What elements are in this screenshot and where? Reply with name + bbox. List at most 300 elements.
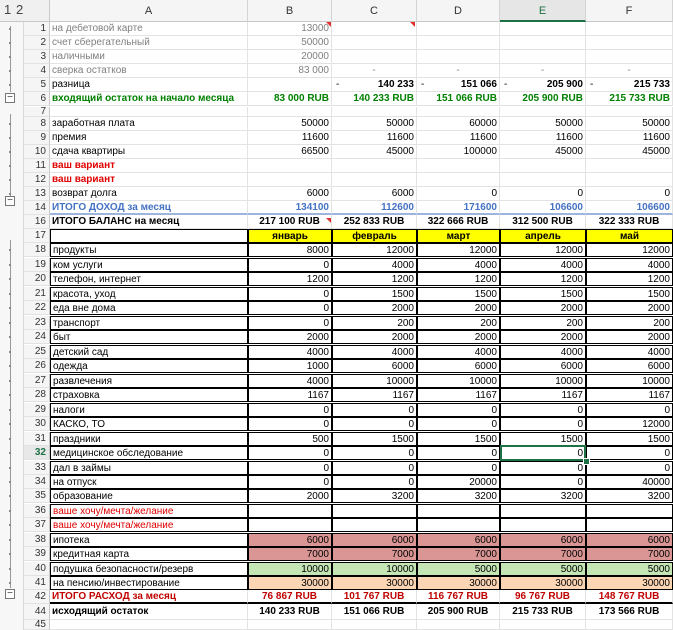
cell-c42[interactable]: 101 767 RUB: [332, 590, 417, 604]
cell-c39[interactable]: 7000: [332, 547, 417, 561]
cell-d16[interactable]: 322 666 RUB: [417, 215, 500, 229]
cell-f7[interactable]: [586, 107, 673, 117]
cell-b38[interactable]: 6000: [248, 533, 332, 547]
cell-f23[interactable]: 200: [586, 316, 673, 330]
cell-d23[interactable]: 200: [417, 316, 500, 330]
cell-a29[interactable]: налоги: [50, 403, 248, 417]
cell-c11[interactable]: [332, 159, 417, 173]
cell-f10[interactable]: 45000: [586, 145, 673, 159]
cell-b42[interactable]: 76 867 RUB: [248, 590, 332, 604]
cell-c1[interactable]: [332, 22, 417, 36]
cell-a18[interactable]: продукты: [50, 243, 248, 257]
cell-e37[interactable]: [500, 518, 586, 532]
cell-f5[interactable]: 215 733: [586, 78, 673, 92]
cell-e14[interactable]: 106600: [500, 201, 586, 215]
cell-d2[interactable]: [417, 36, 500, 50]
cell-b24[interactable]: 2000: [248, 330, 332, 344]
cell-f42[interactable]: 148 767 RUB: [586, 590, 673, 604]
row-header-4[interactable]: 4: [24, 64, 50, 78]
cell-d6[interactable]: 151 066 RUB: [417, 92, 500, 106]
cell-b17[interactable]: январь: [248, 229, 332, 243]
outline-collapse-button[interactable]: −: [5, 93, 15, 103]
row-header-19[interactable]: 19: [24, 258, 50, 272]
cell-c17[interactable]: февраль: [332, 229, 417, 243]
row-header-18[interactable]: 18: [24, 243, 50, 257]
cell-c29[interactable]: 0: [332, 403, 417, 417]
cell-e34[interactable]: 0: [500, 475, 586, 489]
cell-c19[interactable]: 4000: [332, 258, 417, 272]
cell-e39[interactable]: 7000: [500, 547, 586, 561]
cell-d32[interactable]: 0: [417, 446, 500, 460]
cell-e5[interactable]: 205 900: [500, 78, 586, 92]
cell-e40[interactable]: 5000: [500, 562, 586, 576]
cell-d37[interactable]: [417, 518, 500, 532]
cell-c26[interactable]: 6000: [332, 359, 417, 373]
cell-b41[interactable]: 30000: [248, 576, 332, 590]
cell-b36[interactable]: [248, 504, 332, 518]
cell-e8[interactable]: 50000: [500, 117, 586, 131]
cell-b25[interactable]: 4000: [248, 345, 332, 359]
row-header-10[interactable]: 10: [24, 145, 50, 159]
cell-d30[interactable]: 0: [417, 417, 500, 431]
cell-b28[interactable]: 1167: [248, 388, 332, 402]
cell-a4[interactable]: сверка остатков: [50, 64, 248, 78]
cell-f2[interactable]: [586, 36, 673, 50]
cell-f38[interactable]: 6000: [586, 533, 673, 547]
cell-a39[interactable]: кредитная карта: [50, 547, 248, 561]
row-header-44[interactable]: 44: [24, 604, 50, 620]
row-header-30[interactable]: 30: [24, 417, 50, 431]
cell-b45[interactable]: [248, 620, 332, 630]
row-header-42[interactable]: 42: [24, 590, 50, 604]
cell-c22[interactable]: 2000: [332, 301, 417, 315]
cell-e27[interactable]: 10000: [500, 374, 586, 388]
cell-f14[interactable]: 106600: [586, 201, 673, 215]
cell-b9[interactable]: 11600: [248, 131, 332, 145]
row-header-11[interactable]: 11: [24, 159, 50, 173]
cell-e31[interactable]: 1500: [500, 432, 586, 446]
row-header-36[interactable]: 36: [24, 504, 50, 518]
cell-b19[interactable]: 0: [248, 258, 332, 272]
cell-e22[interactable]: 2000: [500, 301, 586, 315]
cell-d36[interactable]: [417, 504, 500, 518]
fill-handle[interactable]: [583, 458, 590, 465]
cell-e9[interactable]: 11600: [500, 131, 586, 145]
cell-f21[interactable]: 1500: [586, 287, 673, 301]
row-header-20[interactable]: 20: [24, 272, 50, 286]
row-header-22[interactable]: 22: [24, 301, 50, 315]
row-header-14[interactable]: 14: [24, 201, 50, 215]
cell-a14[interactable]: ИТОГО ДОХОД за месяц: [50, 201, 248, 215]
row-header-41[interactable]: 41: [24, 576, 50, 590]
cell-e1[interactable]: [500, 22, 586, 36]
cell-f30[interactable]: 12000: [586, 417, 673, 431]
cell-a27[interactable]: развлечения: [50, 374, 248, 388]
cell-d4[interactable]: -: [417, 64, 500, 78]
cell-b7[interactable]: [248, 107, 332, 117]
cell-c14[interactable]: 112600: [332, 201, 417, 215]
cell-f6[interactable]: 215 733 RUB: [586, 92, 673, 106]
cell-a24[interactable]: быт: [50, 330, 248, 344]
cell-c18[interactable]: 12000: [332, 243, 417, 257]
cell-c4[interactable]: -: [332, 64, 417, 78]
cell-a6[interactable]: входящий остаток на начало месяца: [50, 92, 248, 106]
outline-collapse-button[interactable]: −: [5, 589, 15, 599]
cell-d33[interactable]: 0: [417, 461, 500, 475]
cell-f1[interactable]: [586, 22, 673, 36]
cell-d1[interactable]: [417, 22, 500, 36]
cell-c8[interactable]: 50000: [332, 117, 417, 131]
cell-f45[interactable]: [586, 620, 673, 630]
cell-a3[interactable]: наличными: [50, 50, 248, 64]
row-header-17[interactable]: 17: [24, 229, 50, 243]
cell-a5[interactable]: разница: [50, 78, 248, 92]
row-header-39[interactable]: 39: [24, 547, 50, 561]
cell-d42[interactable]: 116 767 RUB: [417, 590, 500, 604]
cell-e4[interactable]: -: [500, 64, 586, 78]
cell-b26[interactable]: 1000: [248, 359, 332, 373]
cell-d45[interactable]: [417, 620, 500, 630]
cell-f40[interactable]: 5000: [586, 562, 673, 576]
row-header-23[interactable]: 23: [24, 316, 50, 330]
cell-d10[interactable]: 100000: [417, 145, 500, 159]
cell-f19[interactable]: 4000: [586, 258, 673, 272]
cell-a17[interactable]: [50, 229, 248, 243]
cell-d9[interactable]: 11600: [417, 131, 500, 145]
comment-indicator-icon[interactable]: [410, 22, 415, 27]
cell-d39[interactable]: 7000: [417, 547, 500, 561]
cell-a41[interactable]: на пенсию/инвестирование: [50, 576, 248, 590]
cell-d21[interactable]: 1500: [417, 287, 500, 301]
cell-d22[interactable]: 2000: [417, 301, 500, 315]
row-header-26[interactable]: 26: [24, 359, 50, 373]
cell-f12[interactable]: [586, 173, 673, 187]
cell-e29[interactable]: 0: [500, 403, 586, 417]
cell-a16[interactable]: ИТОГО БАЛАНС на месяц: [50, 215, 248, 229]
cell-e11[interactable]: [500, 159, 586, 173]
cell-d26[interactable]: 6000: [417, 359, 500, 373]
cell-e28[interactable]: 1167: [500, 388, 586, 402]
cell-d29[interactable]: 0: [417, 403, 500, 417]
cell-e7[interactable]: [500, 107, 586, 117]
cell-d13[interactable]: 0: [417, 187, 500, 201]
row-header-24[interactable]: 24: [24, 330, 50, 344]
cell-c10[interactable]: 45000: [332, 145, 417, 159]
cell-b1[interactable]: 13000: [248, 22, 332, 36]
cell-b37[interactable]: [248, 518, 332, 532]
cell-d34[interactable]: 20000: [417, 475, 500, 489]
cell-c31[interactable]: 1500: [332, 432, 417, 446]
column-header-d[interactable]: D: [417, 0, 500, 22]
cell-e10[interactable]: 45000: [500, 145, 586, 159]
cell-c25[interactable]: 4000: [332, 345, 417, 359]
cell-a38[interactable]: ипотека: [50, 533, 248, 547]
cell-b35[interactable]: 2000: [248, 489, 332, 503]
row-header-21[interactable]: 21: [24, 287, 50, 301]
cell-b33[interactable]: 0: [248, 461, 332, 475]
cell-a25[interactable]: детский сад: [50, 345, 248, 359]
cell-f41[interactable]: 30000: [586, 576, 673, 590]
cell-c3[interactable]: [332, 50, 417, 64]
row-header-28[interactable]: 28: [24, 388, 50, 402]
cell-a26[interactable]: одежда: [50, 359, 248, 373]
cell-f17[interactable]: май: [586, 229, 673, 243]
comment-indicator-icon[interactable]: [326, 218, 331, 223]
cell-d44[interactable]: 205 900 RUB: [417, 604, 500, 620]
row-header-1[interactable]: 1: [24, 22, 50, 36]
cell-b21[interactable]: 0: [248, 287, 332, 301]
cell-b6[interactable]: 83 000 RUB: [248, 92, 332, 106]
cell-f44[interactable]: 173 566 RUB: [586, 604, 673, 620]
cell-f3[interactable]: [586, 50, 673, 64]
row-header-16[interactable]: 16: [24, 215, 50, 229]
cell-e24[interactable]: 2000: [500, 330, 586, 344]
cell-b23[interactable]: 0: [248, 316, 332, 330]
row-header-40[interactable]: 40: [24, 562, 50, 576]
cell-a30[interactable]: КАСКО, ТО: [50, 417, 248, 431]
cell-c23[interactable]: 200: [332, 316, 417, 330]
cell-c32[interactable]: 0: [332, 446, 417, 460]
column-header-c[interactable]: C: [332, 0, 417, 22]
cell-b39[interactable]: 7000: [248, 547, 332, 561]
cell-f8[interactable]: 50000: [586, 117, 673, 131]
row-header-27[interactable]: 27: [24, 374, 50, 388]
cell-d27[interactable]: 10000: [417, 374, 500, 388]
cell-a20[interactable]: телефон, интернет: [50, 272, 248, 286]
row-header-37[interactable]: 37: [24, 518, 50, 532]
cell-b20[interactable]: 1200: [248, 272, 332, 286]
cell-e13[interactable]: 0: [500, 187, 586, 201]
row-header-35[interactable]: 35: [24, 489, 50, 503]
cell-c6[interactable]: 140 233 RUB: [332, 92, 417, 106]
cell-a19[interactable]: ком услуги: [50, 258, 248, 272]
cell-d38[interactable]: 6000: [417, 533, 500, 547]
cell-e19[interactable]: 4000: [500, 258, 586, 272]
cell-d41[interactable]: 30000: [417, 576, 500, 590]
cell-c16[interactable]: 252 833 RUB: [332, 215, 417, 229]
cell-d8[interactable]: 60000: [417, 117, 500, 131]
cell-e6[interactable]: 205 900 RUB: [500, 92, 586, 106]
cell-c30[interactable]: 0: [332, 417, 417, 431]
cell-b3[interactable]: 20000: [248, 50, 332, 64]
cell-d7[interactable]: [417, 107, 500, 117]
cell-b2[interactable]: 50000: [248, 36, 332, 50]
cell-f20[interactable]: 1200: [586, 272, 673, 286]
cell-e44[interactable]: 215 733 RUB: [500, 604, 586, 620]
cell-f31[interactable]: 1500: [586, 432, 673, 446]
cell-c9[interactable]: 11600: [332, 131, 417, 145]
cell-c45[interactable]: [332, 620, 417, 630]
cell-b8[interactable]: 50000: [248, 117, 332, 131]
cell-d18[interactable]: 12000: [417, 243, 500, 257]
cell-c27[interactable]: 10000: [332, 374, 417, 388]
cell-d17[interactable]: март: [417, 229, 500, 243]
cell-c38[interactable]: 6000: [332, 533, 417, 547]
outline-level-1-button[interactable]: 1: [4, 2, 12, 17]
cell-a33[interactable]: дал в займы: [50, 461, 248, 475]
cell-a37[interactable]: ваше хочу/мечта/желание: [50, 518, 248, 532]
cell-a42[interactable]: ИТОГО РАСХОД за месяц: [50, 590, 248, 604]
cell-c12[interactable]: [332, 173, 417, 187]
cell-e3[interactable]: [500, 50, 586, 64]
cell-e17[interactable]: апрель: [500, 229, 586, 243]
cell-b16[interactable]: 217 100 RUB: [248, 215, 332, 229]
cell-f27[interactable]: 10000: [586, 374, 673, 388]
cell-f13[interactable]: 0: [586, 187, 673, 201]
cell-c35[interactable]: 3200: [332, 489, 417, 503]
cell-e42[interactable]: 96 767 RUB: [500, 590, 586, 604]
cell-b44[interactable]: 140 233 RUB: [248, 604, 332, 620]
row-header-5[interactable]: 5: [24, 78, 50, 92]
cell-b32[interactable]: 0: [248, 446, 332, 460]
cell-f37[interactable]: [586, 518, 673, 532]
cell-a22[interactable]: еда вне дома: [50, 301, 248, 315]
cell-a8[interactable]: заработная плата: [50, 117, 248, 131]
cell-c7[interactable]: [332, 107, 417, 117]
cell-a7[interactable]: [50, 107, 248, 117]
cell-c34[interactable]: 0: [332, 475, 417, 489]
cell-e36[interactable]: [500, 504, 586, 518]
cell-c20[interactable]: 1200: [332, 272, 417, 286]
cell-c2[interactable]: [332, 36, 417, 50]
cell-e25[interactable]: 4000: [500, 345, 586, 359]
cell-f26[interactable]: 6000: [586, 359, 673, 373]
cell-b31[interactable]: 500: [248, 432, 332, 446]
cell-e21[interactable]: 1500: [500, 287, 586, 301]
row-header-8[interactable]: 8: [24, 117, 50, 131]
row-header-32[interactable]: 32: [24, 446, 50, 460]
cell-d24[interactable]: 2000: [417, 330, 500, 344]
cell-f28[interactable]: 1167: [586, 388, 673, 402]
cell-b29[interactable]: 0: [248, 403, 332, 417]
cell-f22[interactable]: 2000: [586, 301, 673, 315]
comment-indicator-icon[interactable]: [326, 22, 331, 27]
cell-e20[interactable]: 1200: [500, 272, 586, 286]
row-header-29[interactable]: 29: [24, 403, 50, 417]
cell-a35[interactable]: образование: [50, 489, 248, 503]
cell-b10[interactable]: 66500: [248, 145, 332, 159]
cell-a23[interactable]: транспорт: [50, 316, 248, 330]
cell-f32[interactable]: 0: [586, 446, 673, 460]
cell-c36[interactable]: [332, 504, 417, 518]
cell-e32[interactable]: 0: [500, 446, 586, 460]
cell-f18[interactable]: 12000: [586, 243, 673, 257]
cell-e18[interactable]: 12000: [500, 243, 586, 257]
row-header-6[interactable]: 6: [24, 92, 50, 106]
cell-a34[interactable]: на отпуск: [50, 475, 248, 489]
cell-d14[interactable]: 171600: [417, 201, 500, 215]
cell-f29[interactable]: 0: [586, 403, 673, 417]
cell-c33[interactable]: 0: [332, 461, 417, 475]
row-header-38[interactable]: 38: [24, 533, 50, 547]
cell-e12[interactable]: [500, 173, 586, 187]
cell-a32[interactable]: медицинское обследование: [50, 446, 248, 460]
cell-b12[interactable]: [248, 173, 332, 187]
cell-a28[interactable]: страховка: [50, 388, 248, 402]
cell-b4[interactable]: 83 000: [248, 64, 332, 78]
cell-f35[interactable]: 3200: [586, 489, 673, 503]
cell-a31[interactable]: праздники: [50, 432, 248, 446]
cell-c21[interactable]: 1500: [332, 287, 417, 301]
cell-c37[interactable]: [332, 518, 417, 532]
cell-b11[interactable]: [248, 159, 332, 173]
row-header-12[interactable]: 12: [24, 173, 50, 187]
cell-e33[interactable]: 0: [500, 461, 586, 475]
cell-a21[interactable]: красота, уход: [50, 287, 248, 301]
cell-d20[interactable]: 1200: [417, 272, 500, 286]
cell-d19[interactable]: 4000: [417, 258, 500, 272]
cell-b5[interactable]: [248, 78, 332, 92]
cell-b30[interactable]: 0: [248, 417, 332, 431]
cell-a36[interactable]: ваше хочу/мечта/желание: [50, 504, 248, 518]
cell-c13[interactable]: 6000: [332, 187, 417, 201]
row-header-2[interactable]: 2: [24, 36, 50, 50]
cell-e35[interactable]: 3200: [500, 489, 586, 503]
cell-c40[interactable]: 10000: [332, 562, 417, 576]
cell-d11[interactable]: [417, 159, 500, 173]
column-header-b[interactable]: B: [248, 0, 332, 22]
cell-d25[interactable]: 4000: [417, 345, 500, 359]
cell-f24[interactable]: 2000: [586, 330, 673, 344]
cell-f4[interactable]: -: [586, 64, 673, 78]
cell-f16[interactable]: 322 333 RUB: [586, 215, 673, 229]
row-header-45[interactable]: 45: [24, 620, 50, 630]
cell-d5[interactable]: 151 066: [417, 78, 500, 92]
cell-e38[interactable]: 6000: [500, 533, 586, 547]
row-header-34[interactable]: 34: [24, 475, 50, 489]
cell-b27[interactable]: 4000: [248, 374, 332, 388]
cell-b14[interactable]: 134100: [248, 201, 332, 215]
cell-f34[interactable]: 40000: [586, 475, 673, 489]
cell-f33[interactable]: 0: [586, 461, 673, 475]
cell-e23[interactable]: 200: [500, 316, 586, 330]
outline-collapse-button[interactable]: −: [5, 196, 15, 206]
cell-f36[interactable]: [586, 504, 673, 518]
cell-e41[interactable]: 30000: [500, 576, 586, 590]
cell-e45[interactable]: [500, 620, 586, 630]
cell-f25[interactable]: 4000: [586, 345, 673, 359]
cell-f11[interactable]: [586, 159, 673, 173]
cell-e2[interactable]: [500, 36, 586, 50]
cell-d3[interactable]: [417, 50, 500, 64]
cell-d31[interactable]: 1500: [417, 432, 500, 446]
cell-c41[interactable]: 30000: [332, 576, 417, 590]
cell-a9[interactable]: премия: [50, 131, 248, 145]
cell-d12[interactable]: [417, 173, 500, 187]
cell-d35[interactable]: 3200: [417, 489, 500, 503]
cell-b18[interactable]: 8000: [248, 243, 332, 257]
cell-c44[interactable]: 151 066 RUB: [332, 604, 417, 620]
cell-a12[interactable]: ваш вариант: [50, 173, 248, 187]
cell-b40[interactable]: 10000: [248, 562, 332, 576]
cell-c28[interactable]: 1167: [332, 388, 417, 402]
select-all-corner[interactable]: [0, 0, 50, 22]
cell-e16[interactable]: 312 500 RUB: [500, 215, 586, 229]
cell-e30[interactable]: 0: [500, 417, 586, 431]
row-header-7[interactable]: 7: [24, 107, 50, 117]
cell-d28[interactable]: 1167: [417, 388, 500, 402]
cell-a1[interactable]: на дебетовой карте: [50, 22, 248, 36]
cell-d40[interactable]: 5000: [417, 562, 500, 576]
column-header-a[interactable]: A: [50, 0, 248, 22]
row-header-13[interactable]: 13: [24, 187, 50, 201]
cell-a40[interactable]: подушка безопасности/резерв: [50, 562, 248, 576]
outline-level-2-button[interactable]: 2: [16, 2, 24, 17]
row-header-3[interactable]: 3: [24, 50, 50, 64]
cell-f9[interactable]: 11600: [586, 131, 673, 145]
row-header-9[interactable]: 9: [24, 131, 50, 145]
cell-c5[interactable]: 140 233: [332, 78, 417, 92]
